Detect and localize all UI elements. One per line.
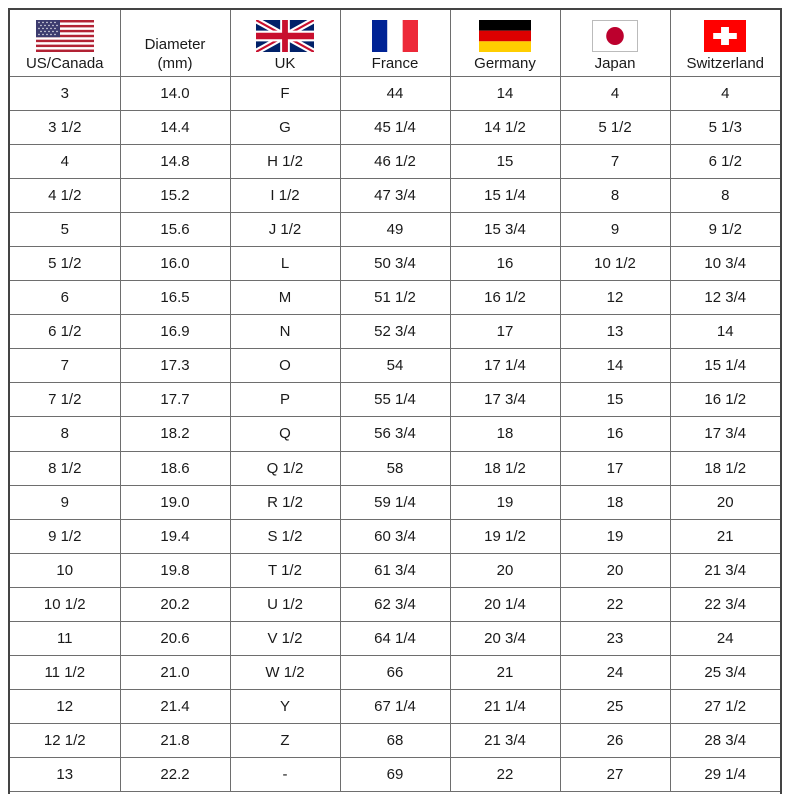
cell-us: 7 <box>10 349 120 383</box>
cell-france: 52 3/4 <box>340 315 450 349</box>
cell-uk: M <box>230 281 340 315</box>
us-flag-icon <box>36 20 94 52</box>
table-row <box>10 178 780 212</box>
cell-france: 61 3/4 <box>340 553 450 587</box>
cell-germany: 19 1/2 <box>450 519 560 553</box>
cell-france: 55 1/4 <box>340 383 450 417</box>
cell-japan: 24 <box>560 656 670 690</box>
table-row <box>10 451 780 485</box>
japan-flag-icon <box>592 20 638 52</box>
header-germany <box>450 10 560 76</box>
cell-switzerland: 21 <box>670 519 780 553</box>
cell-switzerland: 8 <box>670 178 780 212</box>
cell-japan: 25 <box>560 690 670 724</box>
cell-japan: 14 <box>560 349 670 383</box>
cell-uk: J 1/2 <box>230 212 340 246</box>
cell-uk: F <box>230 76 340 110</box>
cell-switzerland: 27 1/2 <box>670 690 780 724</box>
cell-switzerland: 22 3/4 <box>670 587 780 621</box>
cell-france: 67 1/4 <box>340 690 450 724</box>
ring-size-table <box>10 10 780 792</box>
cell-switzerland: 12 3/4 <box>670 281 780 315</box>
cell-japan: 8 <box>560 178 670 212</box>
cell-switzerland: 16 1/2 <box>670 383 780 417</box>
table-row <box>10 212 780 246</box>
cell-germany: 22 <box>450 758 560 792</box>
cell-japan: 22 <box>560 587 670 621</box>
table-row <box>10 656 780 690</box>
header-label-diameter: Diameter <box>144 35 206 53</box>
table-row <box>10 724 780 758</box>
cell-france: 46 1/2 <box>340 144 450 178</box>
cell-us: 9 <box>10 485 120 519</box>
cell-france: 64 1/4 <box>340 622 450 656</box>
cell-diameter: 21.0 <box>120 656 230 690</box>
table-row <box>10 76 780 110</box>
cell-us: 6 <box>10 281 120 315</box>
header-label-us-canada: US/Canada <box>25 54 104 72</box>
cell-france: 62 3/4 <box>340 587 450 621</box>
cell-germany: 16 <box>450 246 560 280</box>
cell-diameter: 19.8 <box>120 553 230 587</box>
cell-france: 69 <box>340 758 450 792</box>
cell-germany: 17 1/4 <box>450 349 560 383</box>
cell-germany: 15 1/4 <box>450 178 560 212</box>
cell-us: 8 1/2 <box>10 451 120 485</box>
cell-japan: 16 <box>560 417 670 451</box>
cell-japan: 20 <box>560 553 670 587</box>
cell-switzerland: 5 1/3 <box>670 110 780 144</box>
cell-diameter: 15.6 <box>120 212 230 246</box>
header-japan <box>560 10 670 76</box>
table-row <box>10 383 780 417</box>
cell-switzerland: 14 <box>670 315 780 349</box>
cell-diameter: 21.8 <box>120 724 230 758</box>
cell-uk: S 1/2 <box>230 519 340 553</box>
cell-switzerland: 20 <box>670 485 780 519</box>
cell-germany: 18 <box>450 417 560 451</box>
cell-us: 10 1/2 <box>10 587 120 621</box>
cell-diameter: 19.0 <box>120 485 230 519</box>
cell-france: 66 <box>340 656 450 690</box>
cell-diameter: 21.4 <box>120 690 230 724</box>
cell-diameter: 20.6 <box>120 622 230 656</box>
table-row <box>10 144 780 178</box>
cell-uk: H 1/2 <box>230 144 340 178</box>
cell-uk: I 1/2 <box>230 178 340 212</box>
cell-us: 4 1/2 <box>10 178 120 212</box>
cell-switzerland: 10 3/4 <box>670 246 780 280</box>
cell-us: 3 1/2 <box>10 110 120 144</box>
header-label-france: France <box>371 54 419 72</box>
table-row <box>10 622 780 656</box>
cell-diameter: 20.2 <box>120 587 230 621</box>
cell-uk: Q 1/2 <box>230 451 340 485</box>
cell-france: 54 <box>340 349 450 383</box>
cell-germany: 14 <box>450 76 560 110</box>
header-france <box>340 10 450 76</box>
cell-france: 59 1/4 <box>340 485 450 519</box>
cell-switzerland: 21 3/4 <box>670 553 780 587</box>
header-label-switzerland: Switzerland <box>686 54 765 72</box>
cell-diameter: 18.2 <box>120 417 230 451</box>
cell-uk: O <box>230 349 340 383</box>
cell-germany: 20 1/4 <box>450 587 560 621</box>
cell-switzerland: 29 1/4 <box>670 758 780 792</box>
cell-japan: 26 <box>560 724 670 758</box>
cell-uk: - <box>230 758 340 792</box>
cell-diameter: 16.9 <box>120 315 230 349</box>
cell-diameter: 16.0 <box>120 246 230 280</box>
cell-diameter: 14.0 <box>120 76 230 110</box>
cell-switzerland: 28 3/4 <box>670 724 780 758</box>
cell-germany: 19 <box>450 485 560 519</box>
header-label-uk: UK <box>274 54 296 72</box>
cell-switzerland: 4 <box>670 76 780 110</box>
table-row <box>10 417 780 451</box>
table-row <box>10 519 780 553</box>
cell-france: 49 <box>340 212 450 246</box>
table-row <box>10 349 780 383</box>
cell-uk: P <box>230 383 340 417</box>
cell-diameter: 14.8 <box>120 144 230 178</box>
cell-us: 8 <box>10 417 120 451</box>
cell-us: 12 <box>10 690 120 724</box>
cell-japan: 23 <box>560 622 670 656</box>
cell-uk: Q <box>230 417 340 451</box>
cell-france: 51 1/2 <box>340 281 450 315</box>
cell-japan: 7 <box>560 144 670 178</box>
cell-germany: 14 1/2 <box>450 110 560 144</box>
cell-us: 11 <box>10 622 120 656</box>
cell-us: 4 <box>10 144 120 178</box>
cell-uk: V 1/2 <box>230 622 340 656</box>
cell-us: 10 <box>10 553 120 587</box>
table-row <box>10 110 780 144</box>
cell-uk: R 1/2 <box>230 485 340 519</box>
header-us-canada <box>10 10 120 76</box>
cell-switzerland: 25 3/4 <box>670 656 780 690</box>
cell-us: 7 1/2 <box>10 383 120 417</box>
cell-germany: 17 <box>450 315 560 349</box>
cell-germany: 18 1/2 <box>450 451 560 485</box>
table-row <box>10 315 780 349</box>
cell-switzerland: 15 1/4 <box>670 349 780 383</box>
cell-japan: 5 1/2 <box>560 110 670 144</box>
cell-switzerland: 18 1/2 <box>670 451 780 485</box>
cell-switzerland: 6 1/2 <box>670 144 780 178</box>
cell-switzerland: 24 <box>670 622 780 656</box>
cell-diameter: 19.4 <box>120 519 230 553</box>
cell-diameter: 18.6 <box>120 451 230 485</box>
header-switzerland <box>670 10 780 76</box>
cell-germany: 15 3/4 <box>450 212 560 246</box>
cell-uk: W 1/2 <box>230 656 340 690</box>
cell-diameter: 15.2 <box>120 178 230 212</box>
cell-japan: 17 <box>560 451 670 485</box>
cell-uk: G <box>230 110 340 144</box>
cell-us: 6 1/2 <box>10 315 120 349</box>
header-label-japan: Japan <box>594 54 636 72</box>
header-label-diameter-unit: (mm) <box>157 54 193 72</box>
cell-diameter: 16.5 <box>120 281 230 315</box>
table-row <box>10 485 780 519</box>
ring-size-chart <box>8 8 782 794</box>
cell-germany: 15 <box>450 144 560 178</box>
cell-japan: 9 <box>560 212 670 246</box>
uk-flag-icon <box>256 20 314 52</box>
cell-france: 47 3/4 <box>340 178 450 212</box>
header-row <box>10 10 780 76</box>
germany-flag-icon <box>479 20 531 52</box>
cell-us: 11 1/2 <box>10 656 120 690</box>
cell-us: 13 <box>10 758 120 792</box>
cell-uk: U 1/2 <box>230 587 340 621</box>
cell-japan: 18 <box>560 485 670 519</box>
cell-france: 50 3/4 <box>340 246 450 280</box>
cell-japan: 19 <box>560 519 670 553</box>
cell-germany: 20 <box>450 553 560 587</box>
cell-germany: 20 3/4 <box>450 622 560 656</box>
table-row <box>10 690 780 724</box>
cell-diameter: 14.4 <box>120 110 230 144</box>
cell-japan: 27 <box>560 758 670 792</box>
cell-germany: 21 1/4 <box>450 690 560 724</box>
cell-japan: 4 <box>560 76 670 110</box>
cell-france: 60 3/4 <box>340 519 450 553</box>
cell-france: 68 <box>340 724 450 758</box>
cell-france: 56 3/4 <box>340 417 450 451</box>
cell-us: 5 1/2 <box>10 246 120 280</box>
cell-switzerland: 17 3/4 <box>670 417 780 451</box>
cell-germany: 21 <box>450 656 560 690</box>
table-row <box>10 246 780 280</box>
cell-japan: 15 <box>560 383 670 417</box>
table-row <box>10 587 780 621</box>
header-uk <box>230 10 340 76</box>
cell-uk: T 1/2 <box>230 553 340 587</box>
cell-uk: Y <box>230 690 340 724</box>
cell-diameter: 17.7 <box>120 383 230 417</box>
cell-france: 44 <box>340 76 450 110</box>
cell-us: 9 1/2 <box>10 519 120 553</box>
cell-uk: L <box>230 246 340 280</box>
table-row <box>10 553 780 587</box>
cell-uk: Z <box>230 724 340 758</box>
france-flag-icon <box>372 20 418 52</box>
cell-us: 5 <box>10 212 120 246</box>
cell-germany: 17 3/4 <box>450 383 560 417</box>
table-row <box>10 281 780 315</box>
cell-japan: 13 <box>560 315 670 349</box>
table-row <box>10 758 780 792</box>
cell-uk: N <box>230 315 340 349</box>
cell-switzerland: 9 1/2 <box>670 212 780 246</box>
cell-diameter: 17.3 <box>120 349 230 383</box>
header-diameter <box>120 10 230 76</box>
cell-germany: 16 1/2 <box>450 281 560 315</box>
cell-us: 3 <box>10 76 120 110</box>
cell-germany: 21 3/4 <box>450 724 560 758</box>
cell-japan: 10 1/2 <box>560 246 670 280</box>
cell-us: 12 1/2 <box>10 724 120 758</box>
switzerland-flag-icon <box>704 20 746 52</box>
header-label-germany: Germany <box>474 54 536 72</box>
size-rows <box>10 76 780 792</box>
cell-japan: 12 <box>560 281 670 315</box>
cell-france: 45 1/4 <box>340 110 450 144</box>
cell-france: 58 <box>340 451 450 485</box>
cell-diameter: 22.2 <box>120 758 230 792</box>
